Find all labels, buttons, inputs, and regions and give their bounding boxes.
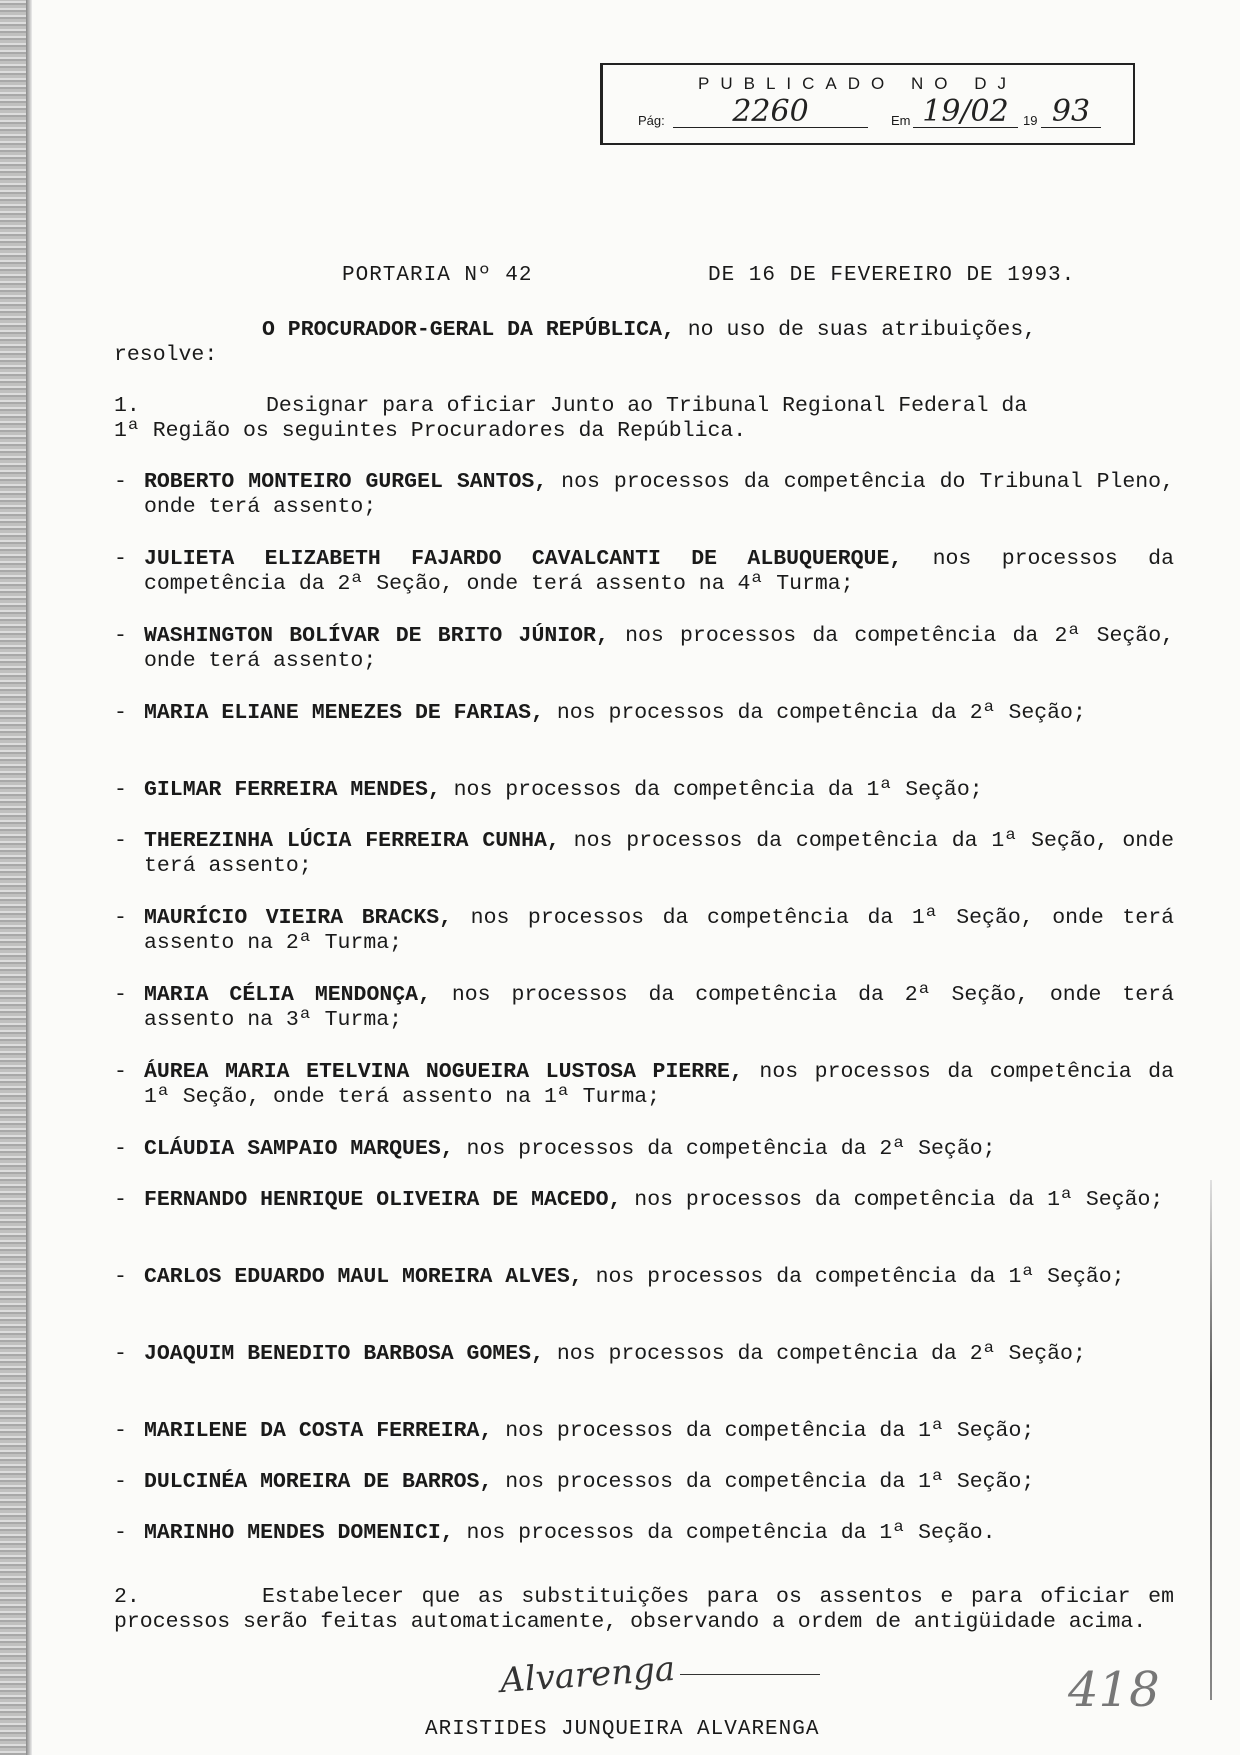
designation-item	[114, 470, 1174, 520]
list-dash: -	[114, 1342, 127, 1366]
stamp-title: PUBLICADO NO DJ	[698, 74, 1017, 93]
list-dash: -	[114, 1470, 127, 1494]
portaria-date: DE 16 DE FEVEREIRO DE 1993.	[708, 264, 1076, 287]
designation-text: nos processos da competência da 1ª Seção, onde terá assento;	[144, 829, 1174, 878]
designation-text: nos processos da competência da 2ª Seção;	[543, 701, 1086, 725]
section1-number: 1.	[114, 394, 140, 418]
list-dash: -	[114, 1188, 127, 1212]
designation-text: nos processos da competência da 1ª Seção;	[492, 1470, 1035, 1494]
signature-line	[680, 1674, 820, 1675]
procurador-name: MARINHO MENDES DOMENICI,	[144, 1521, 454, 1545]
folio-number: 418	[1068, 1662, 1160, 1718]
list-dash: -	[114, 624, 127, 648]
section2-paragraph	[114, 1585, 1174, 1635]
list-dash: -	[114, 1419, 127, 1443]
list-dash: -	[114, 1521, 127, 1545]
procurador-name: ROBERTO MONTEIRO GURGEL SANTOS,	[144, 470, 548, 494]
procurador-name: MARIA ELIANE MENEZES DE FARIAS,	[144, 701, 544, 725]
designation-item	[114, 1342, 1174, 1367]
publication-stamp	[600, 63, 1135, 145]
procurador-name: ÁUREA MARIA ETELVINA NOGUEIRA LUSTOSA PIERRE,	[144, 1060, 743, 1084]
procurador-name: MARIA CÉLIA MENDONÇA,	[144, 983, 431, 1007]
intro-resolve: resolve:	[114, 343, 218, 367]
list-dash: -	[114, 1265, 127, 1289]
procurador-name: FERNANDO HENRIQUE OLIVEIRA DE MACEDO,	[144, 1188, 622, 1212]
designation-item	[114, 829, 1174, 879]
designation-text: nos processos da competência da 1ª Seção;	[621, 1188, 1164, 1212]
designation-text: nos processos da competência da 1ª Seção;	[492, 1419, 1035, 1443]
portaria-number: PORTARIA Nº 42	[342, 264, 533, 287]
stamp-page-label: Pág:	[638, 113, 665, 128]
designation-item	[114, 1419, 1174, 1444]
list-dash: -	[114, 778, 127, 802]
section2-number: 2.	[114, 1585, 140, 1609]
designation-text: nos processos da competência do Tribunal Pleno, onde terá assento;	[144, 470, 1174, 519]
list-dash: -	[114, 470, 127, 494]
designation-item	[114, 1521, 1174, 1546]
designation-item	[114, 547, 1174, 597]
list-dash: -	[114, 701, 127, 725]
procurador-name: MAURÍCIO VIEIRA BRACKS,	[144, 906, 453, 930]
designation-item	[114, 1188, 1174, 1213]
section1-line1	[114, 394, 1174, 419]
procurador-name: JULIETA ELIZABETH FAJARDO CAVALCANTI DE ALBUQUERQUE,	[144, 547, 903, 571]
list-dash: -	[114, 547, 127, 571]
designation-item	[114, 624, 1174, 674]
designation-text: nos processos da competência da 2ª Seção;	[453, 1137, 996, 1161]
procurador-name: CARLOS EDUARDO MAUL MOREIRA ALVES,	[144, 1265, 583, 1289]
designation-item	[114, 1137, 1174, 1162]
designation-item	[114, 1470, 1174, 1495]
intro-paragraph	[114, 318, 1174, 343]
section2-text: Estabelecer que as substituições para os assentos e para oficiar em processos serão feitas automaticamente, observando a ordem de antigüidade acima.	[114, 1585, 1174, 1634]
section1-text: Designar para oficiar Junto ao Tribunal Regional Federal da	[266, 394, 1028, 418]
intro-rest: no uso de suas atribuições,	[674, 318, 1037, 342]
signer-name: ARISTIDES JUNQUEIRA ALVARENGA	[425, 1718, 820, 1741]
procurador-name: JOAQUIM BENEDITO BARBOSA GOMES,	[144, 1342, 544, 1366]
designation-item	[114, 701, 1174, 726]
list-dash: -	[114, 983, 127, 1007]
designation-item	[114, 983, 1174, 1033]
stamp-page-value: 2260	[673, 97, 868, 128]
designation-item	[114, 778, 1174, 803]
designation-text: nos processos da competência da 2ª Seção, onde terá assento;	[144, 624, 1174, 673]
scan-edge-shadow	[26, 0, 32, 1755]
designation-text: nos processos da competência da 2ª Seção;	[543, 1342, 1086, 1366]
list-dash: -	[114, 1137, 127, 1161]
procurador-name: WASHINGTON BOLÍVAR DE BRITO JÚNIOR,	[144, 624, 609, 648]
scan-edge	[0, 0, 26, 1755]
procurador-name: GILMAR FERREIRA MENDES,	[144, 778, 441, 802]
list-dash: -	[114, 1060, 127, 1084]
designation-text: nos processos da competência da 2ª Seção, onde terá assento na 4ª Turma;	[144, 547, 1174, 596]
designation-text: nos processos da competência da 1ª Seção, onde terá assento na 2ª Turma;	[144, 906, 1174, 955]
list-dash: -	[114, 829, 127, 853]
stamp-date-label: Em	[891, 113, 911, 128]
list-dash: -	[114, 906, 127, 930]
stamp-day-month: 19/02	[913, 97, 1018, 128]
designation-item	[114, 906, 1174, 956]
designation-item	[114, 1265, 1174, 1290]
scan-right-mark	[1210, 1180, 1212, 1700]
stamp-year-prefix: 19	[1023, 113, 1038, 128]
intro-authority: O PROCURADOR-GERAL DA REPÚBLICA,	[262, 318, 675, 342]
procurador-name: THEREZINHA LÚCIA FERREIRA CUNHA,	[144, 829, 560, 853]
designation-text: nos processos da competência da 1ª Seção;	[582, 1265, 1125, 1289]
procurador-name: DULCINÉA MOREIRA DE BARROS,	[144, 1470, 493, 1494]
designation-text: nos processos da competência da 2ª Seção, onde terá assento na 3ª Turma;	[144, 983, 1174, 1032]
designation-text: nos processos da competência da 1ª Seção, onde terá assento na 1ª Turma;	[144, 1060, 1174, 1109]
stamp-year-suffix: 93	[1041, 97, 1101, 128]
signature-scribble: Alvarenga	[498, 1648, 677, 1702]
designation-text: nos processos da competência da 1ª Seção;	[440, 778, 983, 802]
designation-item	[114, 1060, 1174, 1110]
procurador-name: CLÁUDIA SAMPAIO MARQUES,	[144, 1137, 454, 1161]
procurador-name: MARILENE DA COSTA FERREIRA,	[144, 1419, 493, 1443]
designation-text: nos processos da competência da 1ª Seção.	[453, 1521, 996, 1545]
section1-line2: 1ª Região os seguintes Procuradores da República.	[114, 419, 747, 443]
